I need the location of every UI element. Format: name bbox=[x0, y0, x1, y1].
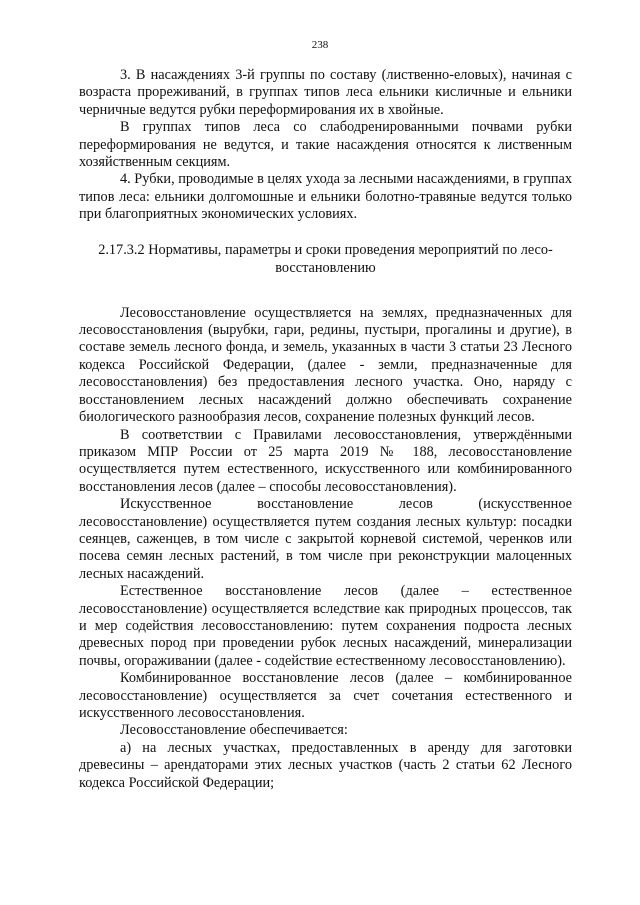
paragraph-drained-soils: В группах типов леса со слабодренированными почвами рубки переформирования не ведутся, и такие насаждения относятся к лиственным хозяйственным секциям. bbox=[79, 119, 572, 171]
page-number: 238 bbox=[311, 39, 329, 51]
paragraph-reforestation-lands: Лесовосстановление осуществляется на землях, предназначенных для лесовосстановления (вырубки, гари, редины, пустыри, прогалины и другие), в составе земель лесного фонда, и земель, указанных в части 3 статьи 23 Лесного кодекса Российской Федерации, (далее - земли, предназначенные для лесовосстановления) без предоставления лесного участка. Оно, наряду с восстановлением лесных насаждений должно обеспечивать сохранение биологического разнообразия лесов, сохранение полезных функций лесов. bbox=[79, 304, 572, 426]
section-heading bbox=[79, 241, 572, 277]
paragraph-combined-reforestation: Комбинированное восстановление лесов (далее – комбинированное лесовосстановление) осуществляется за счет сочетания естественного и искусственного лесовосстановления. bbox=[79, 670, 572, 721]
page-content bbox=[79, 67, 572, 792]
paragraph-reforestation-rules: В соответствии с Правилами лесовосстановления, утверждёнными приказом МПР России от 25 марта 2019 № 188, лесовосстановление осуществляется путем естественного, искусственного или комбинированного восстановления лесов (далее – способы лесовосстановления). bbox=[79, 426, 572, 495]
paragraph-reforestation-provided: Лесовосстановление обеспечивается: bbox=[120, 722, 348, 739]
paragraph-group-3-conversion: 3. В насаждениях 3-й группы по составу (лиственно-еловых), начиная с возраста прореживаний, в группах типов леса ельники кисличные и ельники черничные ведутся рубки переформирования их в хвойные. bbox=[79, 67, 572, 118]
paragraph-artificial-reforestation: Искусственное восстановление лесов (искусственное лесовосстановление) осуществляется путем создания лесных культур: посадки сеянцев, саженцев, в том числе с закрытой корневой системой, черенков или посева семян лесных растений, в том числе при реконструкции малоценных лесных насаждений. bbox=[79, 496, 572, 582]
paragraph-leased-plots: а) на лесных участках, предоставленных в аренду для заготовки древесины – арендаторами этих лесных участков (часть 2 статьи 62 Лесного кодекса Российской Федерации; bbox=[79, 739, 572, 791]
paragraph-care-cuttings: 4. Рубки, проводимые в целях ухода за лесными насаждениями, в группах типов леса: ельники долгомошные и ельники болотно-травяные ведутся только при благоприятных экономических условиях. bbox=[79, 171, 572, 223]
section-heading-line-1: 2.17.3.2 Нормативы, параметры и сроки проведения мероприятий по лесо- bbox=[98, 241, 553, 258]
section-heading-line-2: восстановлению bbox=[275, 259, 376, 276]
paragraph-natural-reforestation: Естественное восстановление лесов (далее – естественное лесовосстановление) осуществляется вследствие как природных процессов, так и мер содействия лесовосстановлению: путем сохранения подроста лесных древесных пород при проведении рубок лесных насаждений, минерализации почвы, огораживании (далее - содействие естественному лесовосстановлению). bbox=[79, 583, 572, 669]
